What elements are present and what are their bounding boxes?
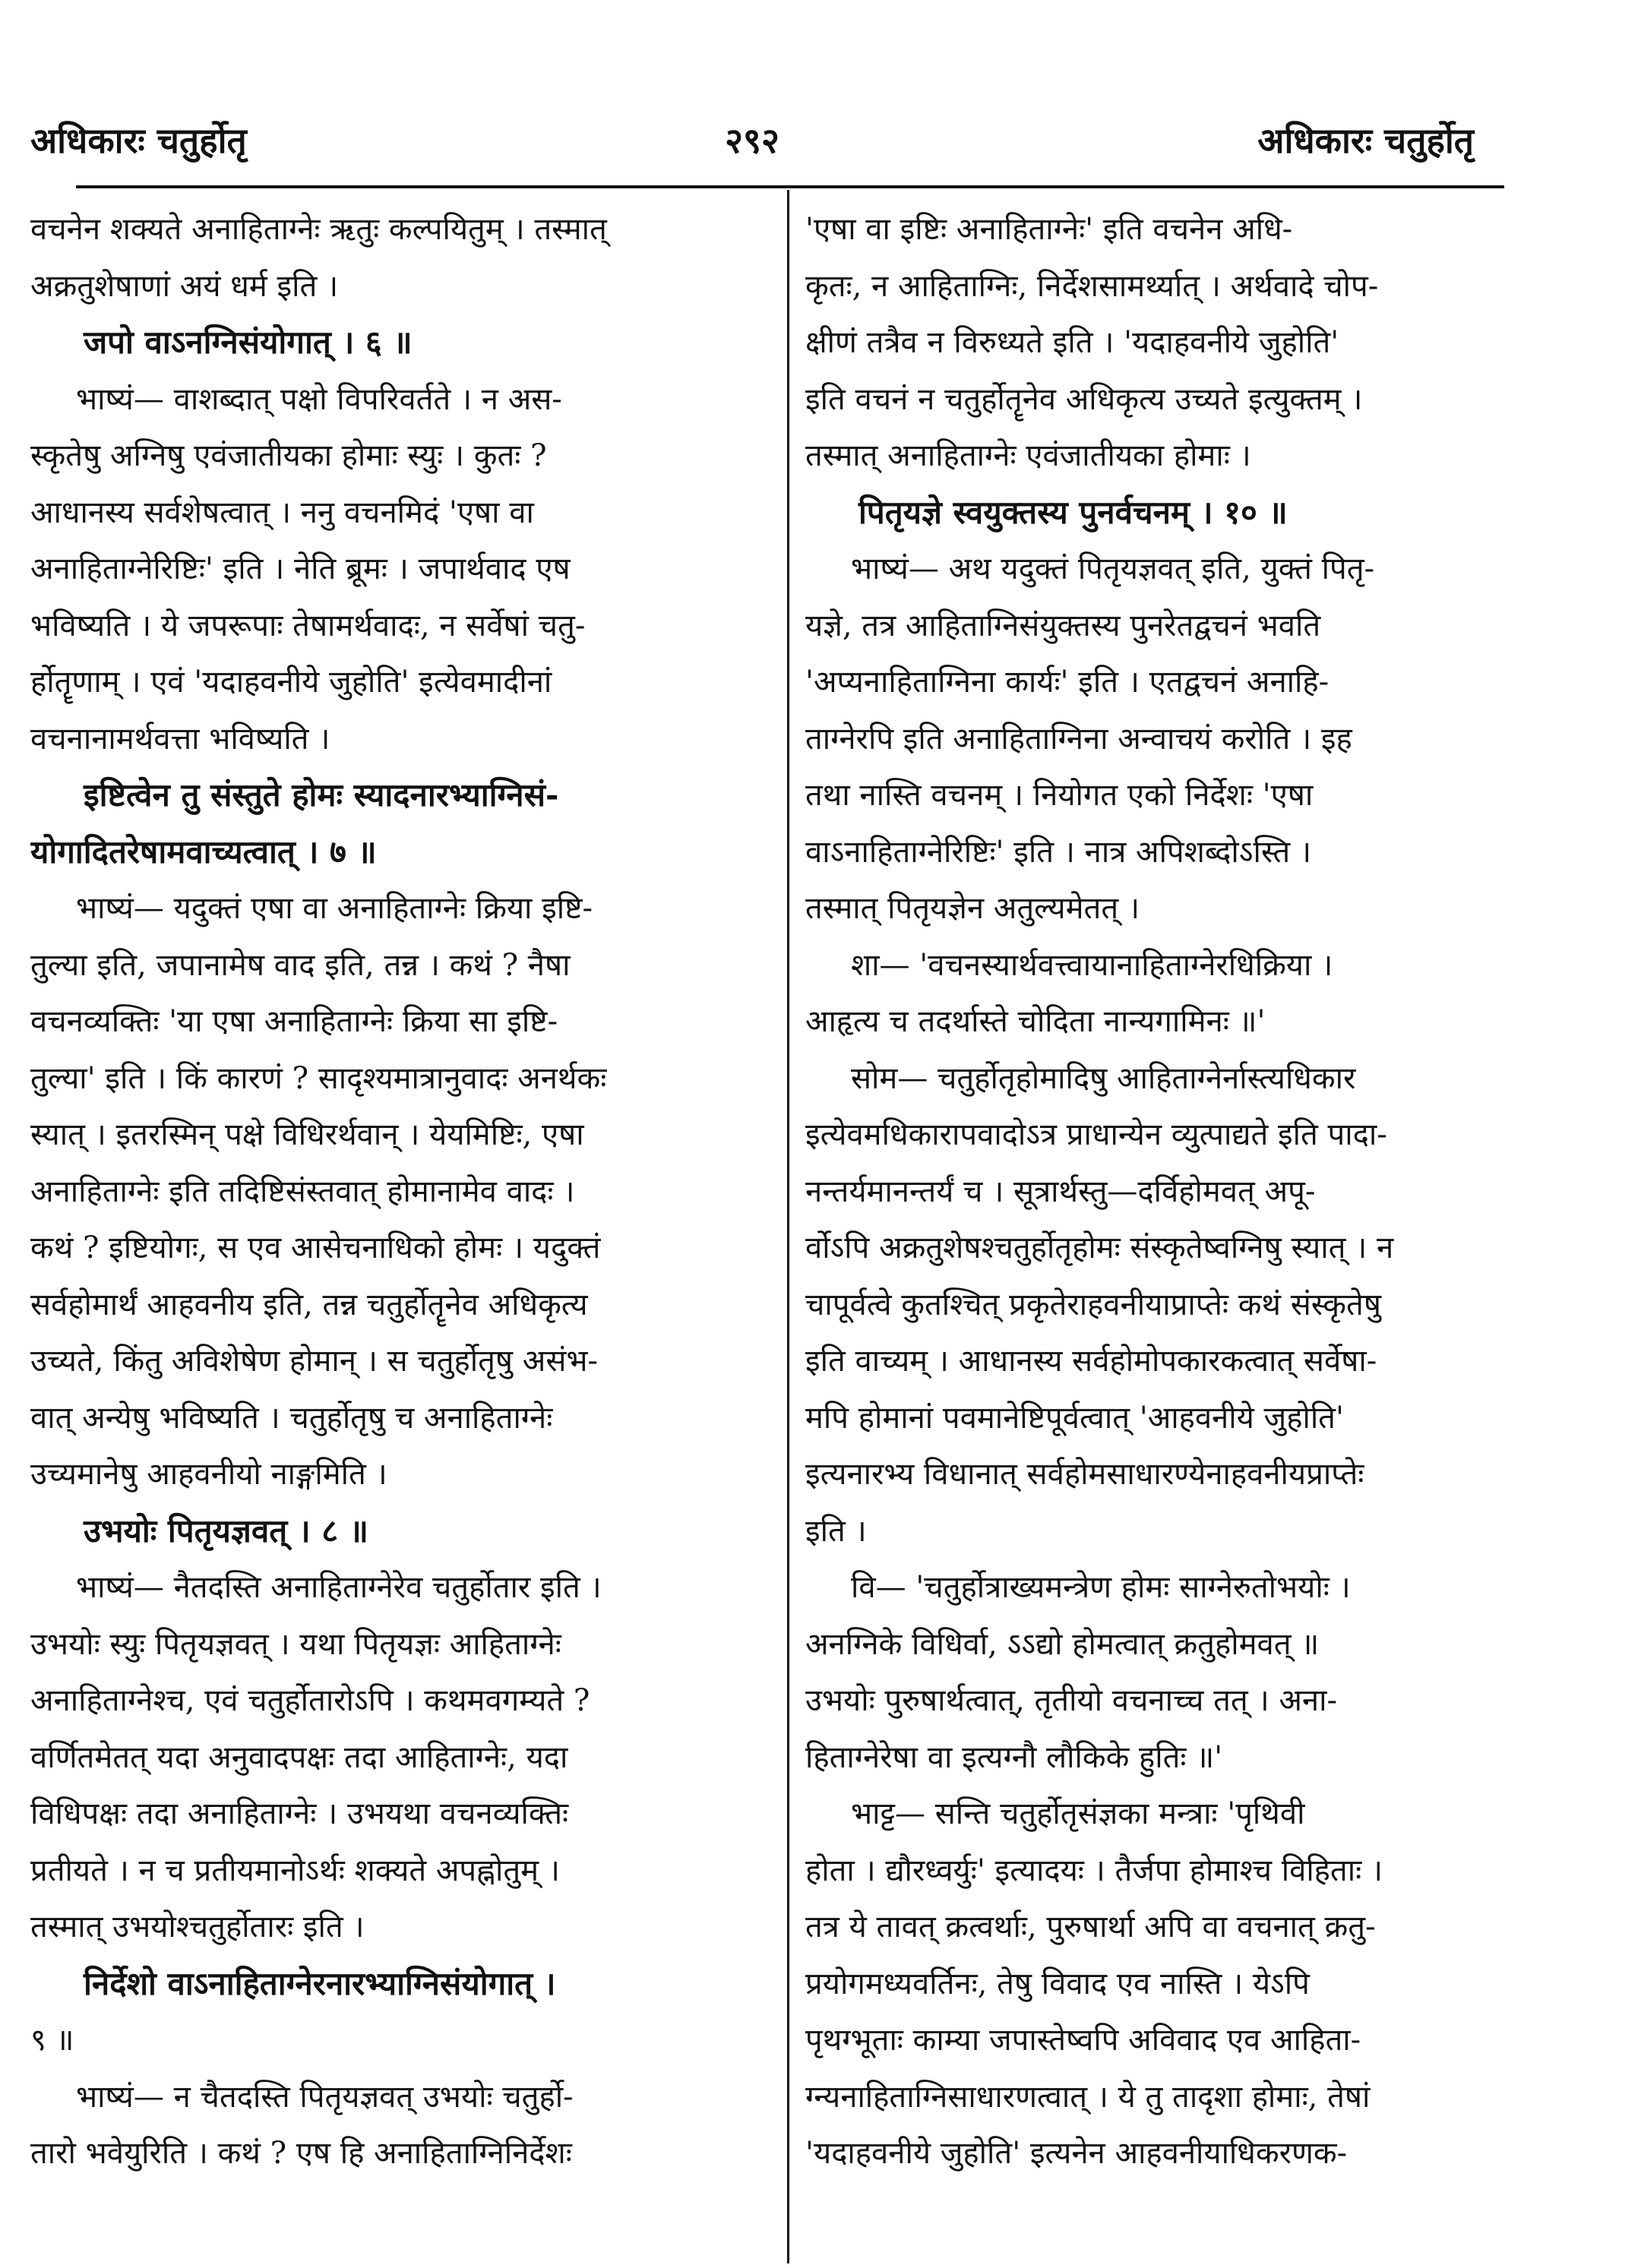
text-line: मपि होमानां पवमानेष्टिपूर्वत्वात् 'आहवनीये जुहोति': [805, 1400, 1344, 1436]
text-line: प्रयोगमध्यवर्तिनः, तेषु विवाद एव नास्ति । येऽपि: [805, 1966, 1310, 2001]
verse-start-line: शा— 'वचनस्यार्थवत्त्वायानाहिताग्नेरधिक्रिया ।: [851, 947, 1333, 983]
running-header: [30, 114, 1474, 167]
text-line: वचनानामर्थवत्ता भविष्यति ।: [30, 721, 330, 757]
text-line: प्रतीयते । न च प्रतीयमानोऽर्थः शक्यते अपह्नोतुम् ।: [30, 1853, 560, 1888]
column-divider: [787, 190, 789, 2263]
commentary-start-line: भाष्यं— वाशब्दात् पक्षो विपरिवर्तते । न अस-: [76, 381, 562, 417]
text-line: स्यात् । इतरस्मिन् पक्षे विधिरर्थवान् । येयमिष्टिः, एषा: [30, 1117, 584, 1152]
text-line: आहृत्य च तदर्थास्ते चोदिता नान्यगामिनः ॥': [805, 1004, 1266, 1039]
text-line: होता । द्यौरध्वर्युः' इत्यादयः । तैर्जपा होमाश्च विहिताः ।: [805, 1853, 1383, 1888]
text-line: इत्येवमधिकारापवादोऽत्र प्राधान्येन व्युत्पाद्यते इति पादा-: [805, 1117, 1387, 1152]
text-line: क्षीणं तत्रैव न विरुध्यते इति । 'यदाहवनीये जुहोति': [805, 325, 1339, 360]
text-line: उभयोः पुरुषार्थत्वात्, तृतीयो वचनाच्च तत् । अना-: [805, 1683, 1337, 1718]
text-line: अनग्निके विधिर्वा, ऽऽद्यो होमत्वात् क्रतुहोमवत् ॥: [805, 1626, 1320, 1662]
commentary-start-line: भाष्यं— नैतदस्ति अनाहिताग्नेरेव चतुर्होतार इति ।: [76, 1570, 602, 1605]
text-line: विधिपक्षः तदा अनाहिताग्नेः । उभयथा वचनव्यक्तिः: [30, 1796, 569, 1831]
text-line: वात् अन्येषु भविष्यति । चतुर्होतृषु च अनाहिताग्नेः: [30, 1400, 553, 1436]
right-column: [805, 201, 1546, 2252]
text-line: इत्यनारभ्य विधानात् सर्वहोमसाधारण्येनाहवनीयप्राप्तेः: [805, 1457, 1364, 1492]
text-line: 'एषा वा इष्टिः अनाहिताग्नेः' इति वचनेन अधि-: [805, 212, 1293, 247]
sutra-number: ९ ॥: [30, 2023, 74, 2058]
commentary-start-line: भाट्ट— सन्ति चतुर्होतृसंज्ञका मन्त्राः 'पृथिवी: [851, 1796, 1305, 1831]
text-line: आधानस्य सर्वशेषत्वात् । ननु वचनमिदं 'एषा वा: [30, 494, 534, 530]
text-line: तथा नास्ति वचनम् । नियोगत एको निर्देशः 'एषा: [805, 778, 1314, 813]
text-line: तत्र ये तावत् क्रत्वर्थाः, पुरुषार्था अपि वा वचनात् क्रतु-: [805, 1909, 1376, 1944]
text-line: उभयोः स्युः पितृयज्ञवत् । यथा पितृयज्ञः आहिताग्नेः: [30, 1626, 561, 1662]
commentary-start-line: भाष्यं— अथ यदुक्तं पितृयज्ञवत् इति, युक्तं पितृ-: [851, 551, 1375, 586]
header-right-title: अधिकारः चतुर्होतृ: [1257, 120, 1474, 161]
text-line: स्कृतेषु अग्निषु एवंजातीयका होमाः स्युः । कुतः ?: [30, 438, 547, 473]
text-line: कथं ? इष्टियोगः, स एव आसेचनाधिको होमः । यदुक्तं: [30, 1230, 601, 1265]
text-line: अक्रतुशेषाणां अयं धर्म इति ।: [30, 268, 339, 304]
text-line: अनाहिताग्नेः इति तदिष्टिसंस्तवात् होमानामेव वादः ।: [30, 1173, 575, 1209]
text-line: अनाहिताग्नेरिष्टिः' इति । नेति ब्रूमः । जपार्थवाद एष: [30, 551, 571, 586]
text-line: इति वाच्यम् । आधानस्य सर्वहोमोपकारकत्वात् सर्वेषा-: [805, 1344, 1377, 1379]
text-line: 'अप्यनाहिताग्निना कार्यः' इति । एतद्वचनं अनाहि-: [805, 665, 1330, 700]
sutra-heading: जपो वाऽनग्निसंयोगात् । ६ ॥: [84, 324, 413, 361]
commentary-start-line: भाष्यं— न चैतदस्ति पितृयज्ञवत् उभयोः चतुर्हो-: [76, 2079, 574, 2115]
text-line: तुल्या' इति । किं कारणं ? सादृश्यमात्रानुवादः अनर्थकः: [30, 1060, 607, 1096]
text-line: पृथग्भूताः काम्या जपास्तेष्वपि अविवाद एव आहिता-: [805, 2023, 1361, 2058]
text-line: तस्मात् अनाहिताग्नेः एवंजातीयका होमाः ।: [805, 438, 1251, 473]
left-column: [30, 201, 771, 2252]
text-line: तस्मात् उभयोश्चतुर्होतारः इति ।: [30, 1909, 365, 1944]
sutra-heading-cont: योगादितरेषामवाच्यत्वात् । ७ ॥: [30, 832, 377, 870]
text-line: कृतः, न आहिताग्निः, निर्देशसामर्थ्यात् । अर्थवादे चोप-: [805, 268, 1379, 304]
sutra-heading: उभयोः पितृयज्ञवत् । ८ ॥: [84, 1511, 368, 1549]
text-line: अनाहिताग्नेश्च, एवं चतुर्होतारोऽपि । कथमवगम्यते ?: [30, 1683, 590, 1718]
text-line: ग्न्यनाहिताग्निसाधारणत्वात् । ये तु तादृशा होमाः, तेषां: [805, 2079, 1371, 2115]
text-line: चापूर्वत्वे कुतश्चित् प्रकृतेराहवनीयाप्राप्तेः कथं संस्कृतेषु: [805, 1287, 1381, 1322]
sutra-heading: इष्टित्वेन तु संस्तुते होमः स्यादनारभ्याग्निसं-: [84, 776, 559, 813]
text-line: तस्मात् पितृयज्ञेन अतुल्यमेतत् ।: [805, 891, 1140, 926]
text-line: भविष्यति । ये जपरूपाः तेषामर्थवादः, न सर्वेषां चतु-: [30, 608, 586, 643]
text-line: वाऽनाहिताग्नेरिष्टिः' इति । नात्र अपिशब्दोऽस्ति ।: [805, 834, 1312, 870]
sutra-heading: पितृयज्ञे स्वयुक्तस्य पुनर्वचनम् । १० ॥: [858, 493, 1288, 531]
text-line: वर्णितमेतत् यदा अनुवादपक्षः तदा आहिताग्नेः, यदा: [30, 1739, 568, 1775]
header-left-title: अधिकारः चतुर्होतृ: [30, 120, 247, 161]
text-line: सर्वहोमार्थं आहवनीय इति, तन्न चतुर्होतॄनेव अधिकृत्य: [30, 1287, 588, 1322]
text-line: तुल्या इति, जपानामेष वाद इति, तन्न । कथं ? नैषा: [30, 947, 571, 983]
text-line: र्होतॄणाम् । एवं 'यदाहवनीये जुहोति' इत्येवमादीनां: [30, 665, 552, 700]
verse-start-line: वि— 'चतुर्होत्राख्यमन्त्रेण होमः साग्नेरुतोभयोः ।: [851, 1570, 1351, 1605]
text-line: इति ।: [805, 1513, 867, 1549]
text-line: उच्यते, किंतु अविशेषेण होमान् । स चतुर्होतृषु असंभ-: [30, 1344, 598, 1379]
commentary-start-line: भाष्यं— यदुक्तं एषा वा अनाहिताग्नेः क्रिया इष्टि-: [76, 891, 593, 926]
text-line: वचनेन शक्यते अनाहिताग्नेः ऋतुः कल्पयितुम् । तस्मात्: [30, 212, 607, 247]
text-line: तारो भवेयुरिति । कथं ? एष हि अनाहिताग्निनिर्देशः: [30, 2136, 572, 2171]
text-line: यज्ञे, तत्र आहिताग्निसंयुक्तस्य पुनरेतद्वचनं भवति: [805, 608, 1321, 643]
text-line: नन्तर्यमानन्तर्यं च । सूत्रार्थस्तु—दर्विहोमवत् अपू-: [805, 1173, 1316, 1209]
text-line: हिताग्नेरेषा वा इत्यग्नौ लौकिके हुतिः ॥': [805, 1739, 1223, 1775]
text-line: उच्यमानेषु आहवनीयो नाङ्गमिति ।: [30, 1457, 387, 1492]
text-line: इति वचनं न चतुर्होतॄनेव अधिकृत्य उच्यते इत्युक्तम् ।: [805, 381, 1363, 417]
header-rule: [76, 185, 1504, 188]
text-line: र्वोऽपि अक्रतुशेषश्चतुर्होतृहोमः संस्कृतेष्वग्निषु स्यात् । न: [805, 1230, 1394, 1265]
page-number: २९२: [725, 120, 779, 161]
sutra-heading: निर्देशो वाऽनाहिताग्नेरनारभ्याग्निसंयोगात् ।: [84, 1964, 556, 2002]
text-line: 'यदाहवनीये जुहोति' इत्यनेन आहवनीयाधिकरणक-: [805, 2136, 1348, 2171]
text-line: ताग्नेरपि इति अनाहिताग्निना अन्वाचयं करोति । इह: [805, 721, 1352, 757]
text-line: वचनव्यक्तिः 'या एषा अनाहिताग्नेः क्रिया सा इष्टि-: [30, 1004, 558, 1039]
commentary-start-line: सोम— चतुर्होतृहोमादिषु आहिताग्नेर्नास्त्यधिकार: [851, 1060, 1356, 1096]
